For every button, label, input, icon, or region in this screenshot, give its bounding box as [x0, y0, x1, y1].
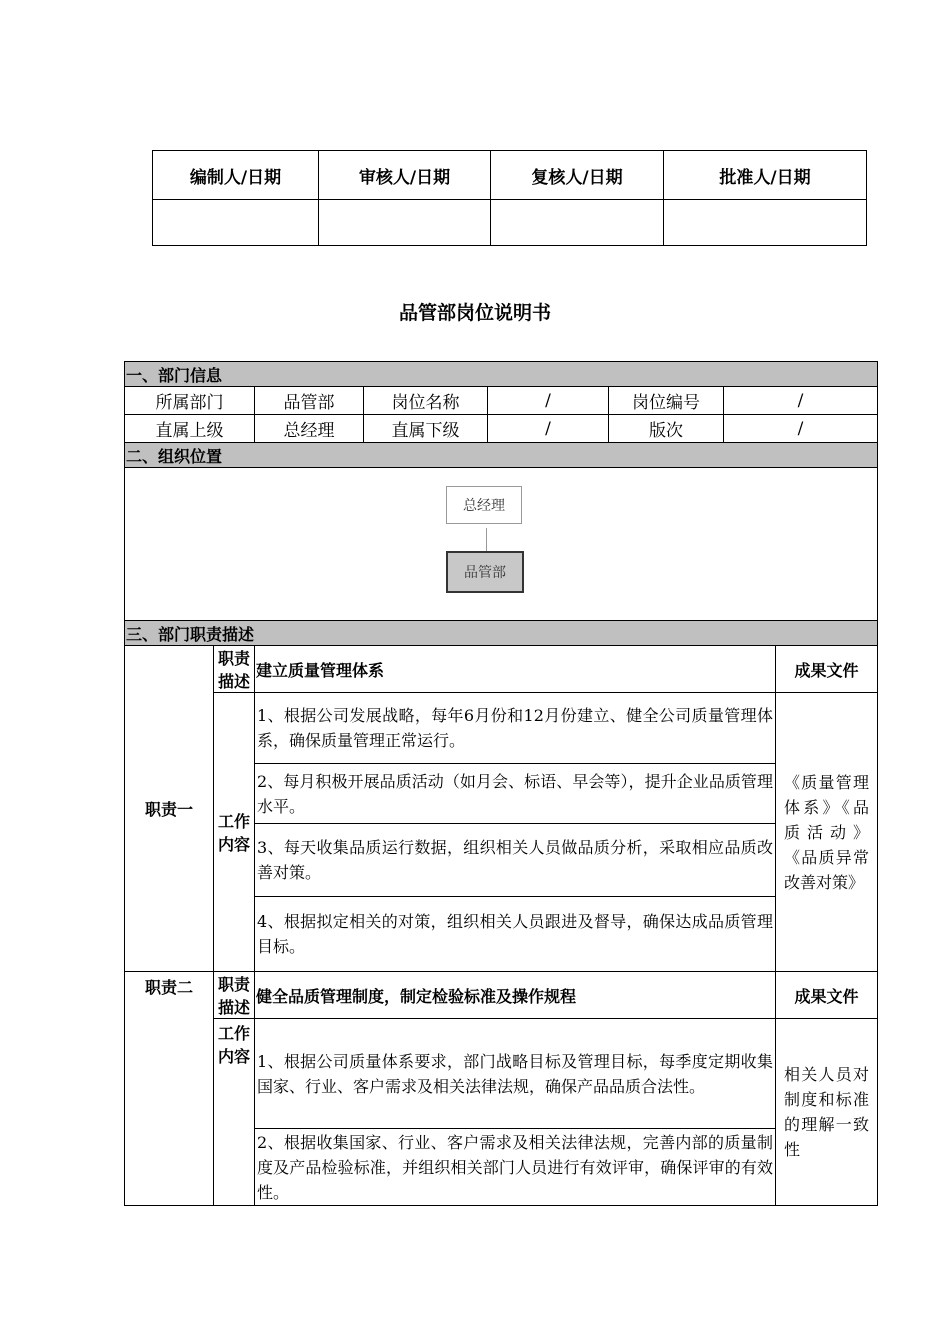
duty2-desc-label: 职责描述: [214, 972, 255, 1019]
job-description-table: [124, 361, 878, 1206]
position-code-value: /: [724, 387, 878, 415]
duty1-item-3: 3、每天收集品质运行数据，组织相关人员做品质分析，采取相应品质改善对策。: [255, 824, 776, 897]
signoff-header-approver: 批准人/日期: [664, 151, 867, 200]
position-name-label: 岗位名称: [364, 387, 488, 415]
signoff-header-reviewer: 审核人/日期: [319, 151, 491, 200]
duty1-result: 《质量管理体系》《品质活动》《品质异常改善对策》: [776, 693, 878, 972]
duty1-result-label: 成果文件: [776, 646, 878, 693]
duty2-content-label: 工作内容: [214, 1019, 255, 1206]
subordinate-value: /: [488, 415, 609, 443]
section-duties-heading: 三、部门职责描述: [125, 621, 878, 646]
duty2-item-2: 2、根据收集国家、行业、客户需求及相关法律法规，完善内部的质量制度及产品检验标准，并组织相关部门人员进行有效评审，确保评审的有效性。: [255, 1129, 776, 1206]
org-connector: [486, 528, 487, 551]
signoff-cell-approver: [664, 200, 867, 246]
signoff-cell-reviewer: [319, 200, 491, 246]
org-box-general-manager: 总经理: [446, 486, 522, 524]
duty1-item-2: 2、每月积极开展品质活动（如月会、标语、早会等），提升企业品质管理水平。: [255, 764, 776, 824]
dept-label: 所属部门: [125, 387, 255, 415]
duty1-item-4: 4、根据拟定相关的对策，组织相关人员跟进及督导，确保达成品质管理目标。: [255, 897, 776, 972]
dept-value: 品管部: [255, 387, 364, 415]
page-title: 品管部岗位说明书: [398, 302, 551, 324]
signoff-cell-checker: [491, 200, 664, 246]
position-name-value: /: [488, 387, 609, 415]
duty1-desc-label: 职责描述: [214, 646, 255, 693]
superior-value: 总经理: [255, 415, 364, 443]
duty2-item-1: 1、根据公司质量体系要求，部门战略目标及管理目标，每季度定期收集国家、行业、客户需求及相关法律法规，确保产品品质合法性。: [255, 1019, 776, 1129]
duty1-desc: 建立质量管理体系: [255, 646, 776, 693]
section-dept-info-heading: 一、部门信息: [125, 362, 878, 387]
position-code-label: 岗位编号: [609, 387, 724, 415]
org-chart: [125, 468, 878, 621]
duty2-result-label: 成果文件: [776, 972, 878, 1019]
version-label: 版次: [609, 415, 724, 443]
signoff-cell-author: [153, 200, 319, 246]
signoff-header-author: 编制人/日期: [153, 151, 319, 200]
section-org-heading: 二、组织位置: [125, 443, 878, 468]
version-value: /: [724, 415, 878, 443]
duty2-desc: 健全品质管理制度，制定检验标准及操作规程: [255, 972, 776, 1019]
superior-label: 直属上级: [125, 415, 255, 443]
signoff-header-checker: 复核人/日期: [491, 151, 664, 200]
duty2-label: 职责二: [125, 972, 214, 1206]
org-box-quality-dept: 品管部: [446, 551, 524, 593]
signoff-table: [152, 150, 867, 246]
duty1-item-1: 1、根据公司发展战略，每年6月份和12月份建立、健全公司质量管理体系，确保质量管理正常运行。: [255, 693, 776, 764]
duty2-result: 相关人员对制度和标准的理解一致性: [776, 1019, 878, 1206]
duty1-label: 职责一: [125, 646, 214, 972]
subordinate-label: 直属下级: [364, 415, 488, 443]
duty1-content-label: 工作内容: [214, 693, 255, 972]
